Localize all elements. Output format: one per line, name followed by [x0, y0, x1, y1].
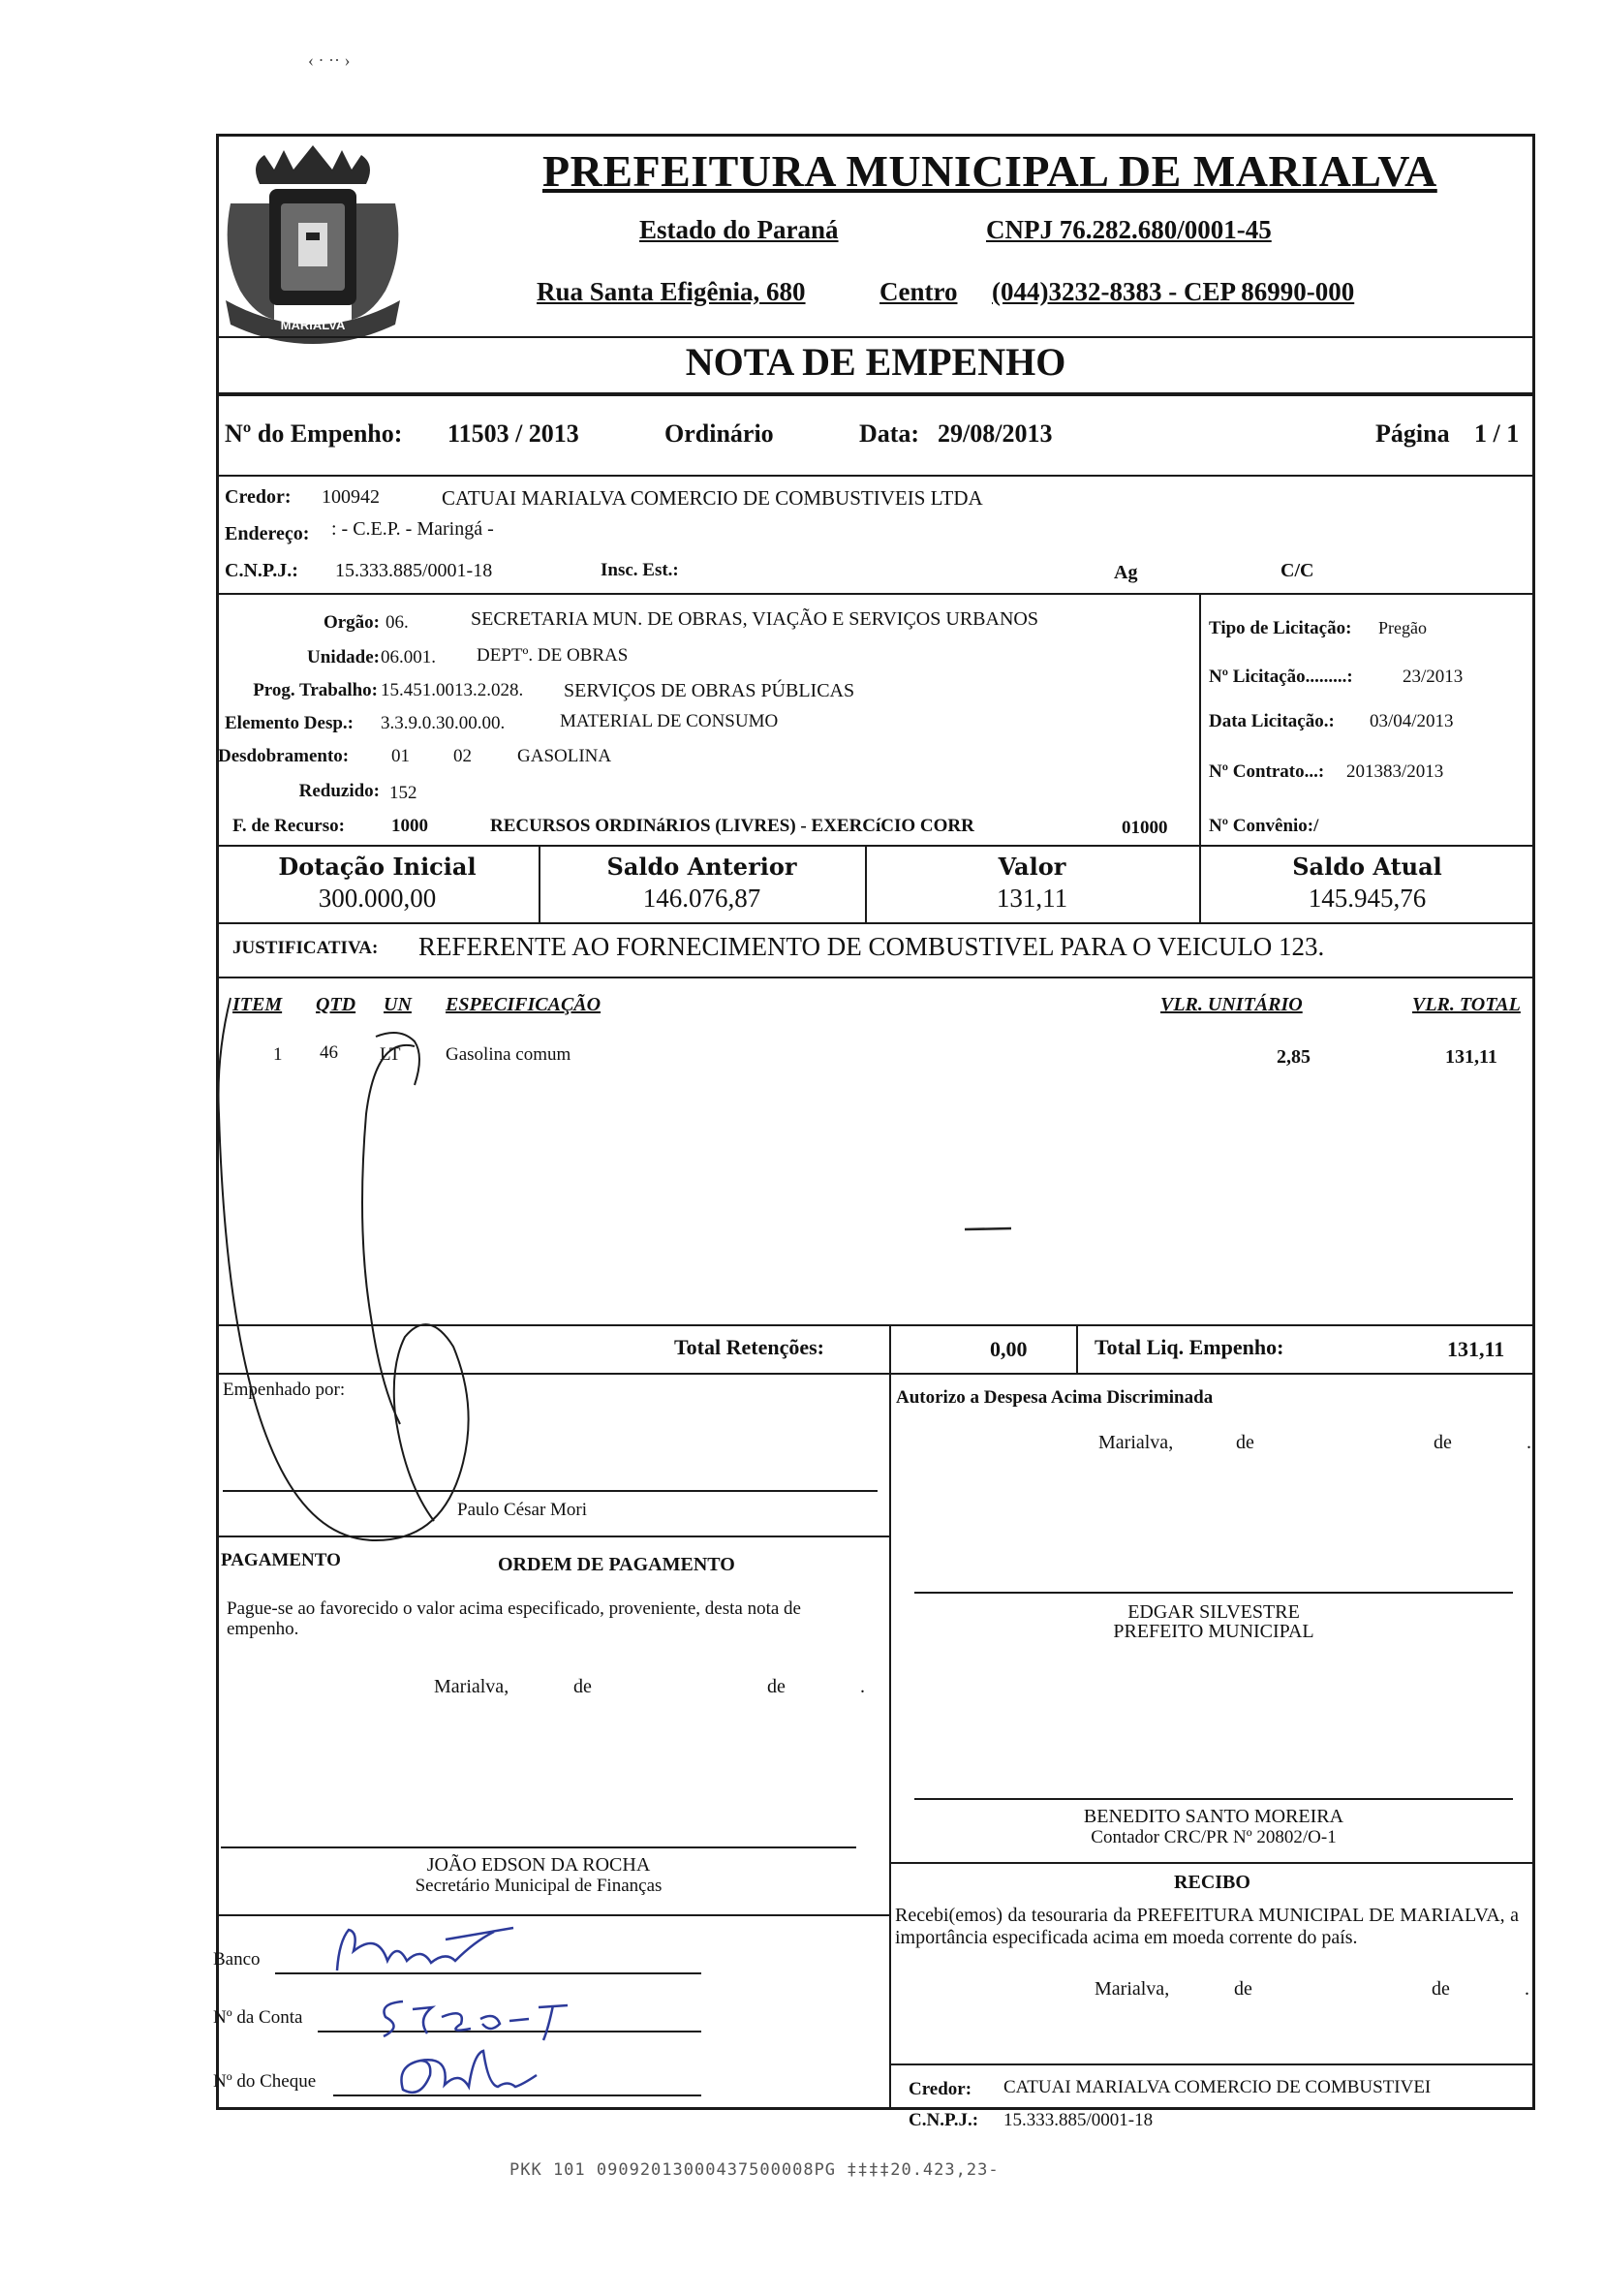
dotacao-inicial-value: 300.000,00	[318, 884, 437, 913]
col-un: UN	[384, 994, 412, 1015]
valor-label: Valor	[998, 853, 1066, 881]
header-district: Centro	[879, 277, 958, 306]
justificativa-text: REFERENTE AO FORNECIMENTO DE COMBUSTIVEL PARA O VEICULO 123.	[418, 932, 1325, 961]
total-retencoes-label: Total Retenções:	[674, 1335, 824, 1359]
tipo-licitacao: Pregão	[1378, 618, 1427, 637]
pagamento-city: Marialva,	[434, 1676, 509, 1697]
cc-label: C/C	[1280, 560, 1314, 581]
item-unit-value: 2,85	[1277, 1046, 1311, 1068]
scan-marks: ‹ · ·· ›	[308, 50, 351, 70]
dash-mark	[963, 1226, 1021, 1232]
recibo-cnpj: 15.333.885/0001-18	[1003, 2110, 1154, 2130]
autorizo-text: Autorizo a Despesa Acima Discriminada	[896, 1387, 1214, 1408]
reduzido-label: Reduzido:	[298, 781, 380, 801]
item-spec: Gasolina comum	[446, 1044, 571, 1065]
header-phone: (044)3232-8383 - CEP 86990-000	[992, 277, 1355, 306]
document-title: NOTA DE EMPENHO	[685, 340, 1066, 384]
col-qtd: QTD	[316, 994, 356, 1015]
recibo-cnpj-label: C.N.P.J.:	[909, 2110, 979, 2130]
convenio-label: Nº Convênio:/	[1209, 816, 1319, 836]
conta-label: Nº da Conta	[213, 2007, 303, 2028]
credor-code: 100942	[322, 486, 380, 508]
desdobramento-a: 01	[391, 746, 410, 766]
col-vlr-total: VLR. TOTAL	[1412, 994, 1521, 1015]
contador-name: BENEDITO SANTO MOREIRA	[1083, 1806, 1344, 1827]
autorizo-de2: de	[1434, 1432, 1452, 1453]
desdobramento-name: GASOLINA	[517, 746, 612, 766]
credor-label: Credor:	[225, 486, 292, 508]
endereco-label: Endereço:	[225, 523, 310, 544]
recibo-credor: CATUAI MARIALVA COMERCIO DE COMBUSTIVEI	[1003, 2077, 1432, 2097]
pagamento-text: Pague-se ao favorecido o valor acima especificado, proveniente, desta nota de empenho.	[227, 1598, 801, 1639]
header-cnpj: CNPJ 76.282.680/0001-45	[986, 215, 1272, 244]
data-licitacao-label: Data Licitação.:	[1209, 711, 1335, 731]
empenhado-name: Paulo César Mori	[457, 1500, 588, 1520]
autorizo-dot: .	[1527, 1432, 1531, 1453]
cheque-label: Nº do Cheque	[213, 2071, 317, 2092]
svg-text:MARIALVA: MARIALVA	[280, 318, 346, 332]
elemento-desp-code: 3.3.9.0.30.00.00.	[381, 713, 506, 733]
empenho-date: 29/08/2013	[938, 419, 1053, 448]
municipal-coat-of-arms-logo	[221, 145, 405, 339]
pagamento-de2: de	[767, 1676, 786, 1697]
orgao-label: Orgão:	[323, 612, 380, 633]
secretario-name: JOÃO EDSON DA ROCHA	[426, 1854, 651, 1876]
valor-value: 131,11	[996, 884, 1068, 913]
orgao-code: 06.	[386, 612, 409, 633]
pagamento-dot: .	[860, 1676, 865, 1697]
justificativa-label: JUSTIFICATIVA:	[232, 938, 379, 958]
total-liquido-label: Total Liq. Empenho:	[1095, 1335, 1284, 1359]
autorizo-city: Marialva,	[1098, 1432, 1174, 1453]
insc-est-label: Insc. Est.:	[601, 560, 679, 580]
contrato-label: Nº Contrato...:	[1209, 761, 1325, 782]
prog-trabalho-code: 15.451.0013.2.028.	[381, 680, 524, 700]
col-item: ITEM	[232, 994, 283, 1015]
handwritten-account-number	[374, 1990, 587, 2048]
endereco-value: : - C.E.P. - Maringá -	[331, 518, 494, 540]
empenhado-label: Empenhado por:	[223, 1380, 346, 1400]
page-number: 1 / 1	[1474, 419, 1520, 448]
orgao-name: SECRETARIA MUN. DE OBRAS, VIAÇÃO E SERVIÇOS URBANOS	[471, 608, 1038, 630]
empenho-number-label: Nº do Empenho:	[225, 419, 403, 448]
autorizo-de1: de	[1236, 1432, 1254, 1453]
header-title: PREFEITURA MUNICIPAL DE MARIALVA	[542, 146, 1437, 196]
item-number: 1	[273, 1044, 283, 1065]
item-qtd: 46	[320, 1042, 338, 1063]
recibo-dot: .	[1525, 1978, 1529, 2000]
data-licitacao: 03/04/2013	[1370, 711, 1454, 731]
credor-cnpj-label: C.N.P.J.:	[225, 560, 298, 581]
col-especificacao: ESPECIFICAÇÃO	[446, 994, 602, 1015]
tipo-licitacao-label: Tipo de Licitação:	[1209, 618, 1352, 638]
item-total-value: 131,11	[1445, 1046, 1497, 1068]
reduzido-value: 152	[389, 783, 417, 803]
unidade-code: 06.001.	[381, 647, 436, 667]
pagamento-label: PAGAMENTO	[221, 1550, 341, 1570]
prefeito-name: EDGAR SILVESTRE	[1127, 1601, 1300, 1623]
recibo-de2: de	[1432, 1978, 1450, 2000]
dotacao-inicial-label: Dotação Inicial	[278, 853, 477, 881]
fonte-recurso-code: 1000	[391, 816, 428, 836]
contador-role: Contador CRC/PR Nº 20802/O-1	[1091, 1827, 1337, 1847]
contrato-number: 201383/2013	[1346, 761, 1444, 782]
empenho-date-label: Data:	[859, 419, 920, 448]
num-licitacao: 23/2013	[1403, 667, 1464, 687]
credor-cnpj: 15.333.885/0001-18	[335, 560, 493, 581]
unidade-name: DEPTº. DE OBRAS	[477, 645, 629, 666]
saldo-atual-label: Saldo Atual	[1292, 853, 1442, 881]
desdobramento-b: 02	[453, 746, 472, 766]
desdobramento-label: Desdobramento:	[218, 746, 350, 766]
col-vlr-unitario: VLR. UNITÁRIO	[1160, 994, 1303, 1015]
total-retencoes-value: 0,00	[990, 1337, 1028, 1361]
recibo-text: Recebi(emos) da tesouraria da PREFEITURA MUNICIPAL DE MARIALVA, a importância especificada acima em moeda corrente do país.	[895, 1905, 1519, 1948]
handwritten-bank-signature	[329, 1922, 523, 1980]
page-label: Página	[1375, 419, 1450, 448]
elemento-desp-label: Elemento Desp.:	[225, 713, 354, 733]
header-street: Rua Santa Efigênia, 680	[537, 277, 806, 306]
secretario-role: Secretário Municipal de Finanças	[415, 1876, 663, 1896]
saldo-atual-value: 145.945,76	[1308, 884, 1427, 913]
total-liquido-value: 131,11	[1447, 1337, 1505, 1361]
handwritten-signature-large	[211, 998, 618, 1579]
unidade-label: Unidade:	[307, 647, 380, 667]
fonte-recurso-code2: 01000	[1122, 818, 1168, 838]
empenho-type: Ordinário	[664, 419, 774, 448]
handwritten-cheque-signature	[391, 2046, 546, 2104]
banco-label: Banco	[213, 1949, 261, 1970]
num-licitacao-label: Nº Licitação.........:	[1209, 667, 1353, 687]
prog-trabalho-name: SERVIÇOS DE OBRAS PÚBLICAS	[564, 680, 855, 701]
ordem-pagamento-label: ORDEM DE PAGAMENTO	[498, 1554, 735, 1575]
ag-label: Ag	[1114, 562, 1138, 583]
saldo-anterior-value: 146.076,87	[642, 884, 761, 913]
fonte-recurso-name: RECURSOS ORDINáRIOS (LIVRES) - EXERCíCIO CORR	[490, 816, 974, 836]
pagamento-de1: de	[573, 1676, 592, 1697]
prefeito-role: PREFEITO MUNICIPAL	[1113, 1621, 1314, 1642]
item-un: LT	[380, 1044, 401, 1065]
fonte-recurso-label: F. de Recurso:	[232, 816, 345, 836]
recibo-city: Marialva,	[1095, 1978, 1170, 2000]
credor-name: CATUAI MARIALVA COMERCIO DE COMBUSTIVEIS LTDA	[442, 486, 983, 510]
empenho-number: 11503 / 2013	[447, 419, 579, 448]
header-state: Estado do Paraná	[639, 215, 839, 244]
prog-trabalho-label: Prog. Trabalho:	[253, 680, 378, 700]
footer-code: PKK 101 09092013000437500008PG ‡‡‡‡20.423,23-	[509, 2160, 1000, 2180]
recibo-credor-label: Credor:	[909, 2079, 972, 2099]
recibo-title: RECIBO	[1174, 1872, 1250, 1893]
elemento-desp-name: MATERIAL DE CONSUMO	[560, 711, 779, 731]
saldo-anterior-label: Saldo Anterior	[606, 853, 797, 881]
recibo-de1: de	[1234, 1978, 1252, 2000]
